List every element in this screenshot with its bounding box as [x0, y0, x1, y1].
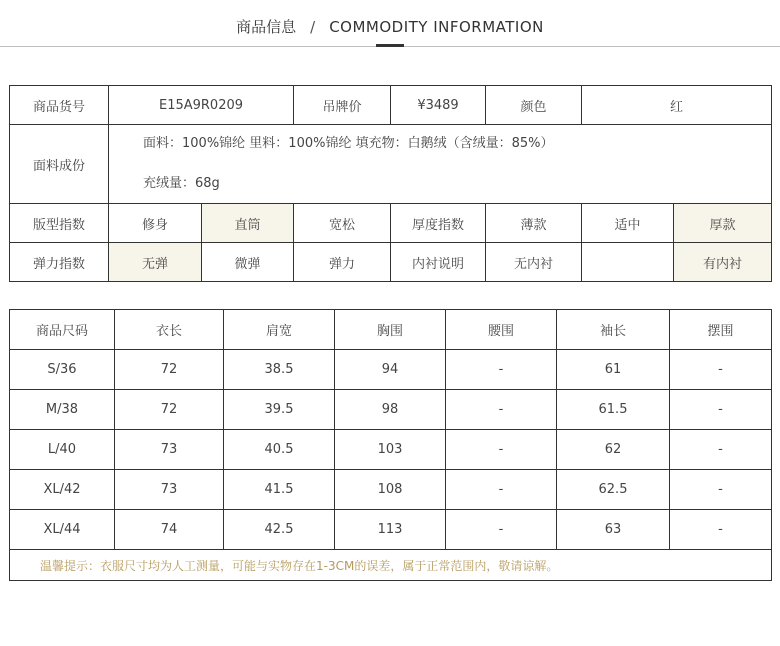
sleeve-cell: 61	[557, 350, 670, 390]
lining-option-selected: 有内衬	[674, 243, 772, 282]
header-hem: 摆围	[670, 310, 772, 350]
info-row-stretch	[10, 243, 772, 282]
section-title	[0, 16, 780, 37]
header-shoulder: 肩宽	[224, 310, 335, 350]
fit-option: 修身	[109, 204, 202, 243]
lining-option	[582, 243, 674, 282]
header-sleeve: 袖长	[557, 310, 670, 350]
chest-cell: 94	[335, 350, 446, 390]
chest-cell: 98	[335, 390, 446, 430]
fit-option: 宽松	[294, 204, 391, 243]
thickness-option: 适中	[582, 204, 674, 243]
thickness-option-selected: 厚款	[674, 204, 772, 243]
waist-cell: -	[446, 350, 557, 390]
shoulder-cell: 41.5	[224, 470, 335, 510]
fit-option-selected: 直筒	[202, 204, 294, 243]
hem-cell: -	[670, 350, 772, 390]
length-cell: 73	[115, 430, 224, 470]
size-cell: XL/44	[10, 510, 115, 550]
hem-cell: -	[670, 430, 772, 470]
product-info-table	[9, 85, 772, 282]
size-table-header	[10, 310, 772, 350]
header-chest: 胸围	[335, 310, 446, 350]
sleeve-cell: 63	[557, 510, 670, 550]
color-value: 红	[582, 86, 772, 125]
info-row-fit	[10, 204, 772, 243]
table-row	[10, 390, 772, 430]
lining-option: 无内衬	[486, 243, 582, 282]
length-cell: 74	[115, 510, 224, 550]
sleeve-cell: 62	[557, 430, 670, 470]
stretch-option-selected: 无弹	[109, 243, 202, 282]
fabric-content	[109, 125, 772, 204]
header-size: 商品尺码	[10, 310, 115, 350]
header-length: 衣长	[115, 310, 224, 350]
hem-cell: -	[670, 470, 772, 510]
chest-cell: 108	[335, 470, 446, 510]
size-cell: S/36	[10, 350, 115, 390]
down-fill-weight: 充绒量：68g	[143, 176, 220, 191]
fabric-label: 面料成份	[10, 125, 109, 204]
lining-label: 内衬说明	[391, 243, 486, 282]
stretch-option: 微弹	[202, 243, 294, 282]
hem-cell: -	[670, 390, 772, 430]
shoulder-cell: 42.5	[224, 510, 335, 550]
size-table	[9, 309, 772, 581]
size-note: 温馨提示：衣服尺寸均为人工测量，可能与实物存在1-3CM的误差，属于正常范围内，敬请谅解。	[10, 550, 772, 581]
table-row	[10, 430, 772, 470]
table-row	[10, 350, 772, 390]
length-cell: 72	[115, 390, 224, 430]
shoulder-cell: 39.5	[224, 390, 335, 430]
sleeve-cell: 62.5	[557, 470, 670, 510]
size-cell: L/40	[10, 430, 115, 470]
waist-cell: -	[446, 510, 557, 550]
title-separator: /	[310, 18, 316, 36]
table-row	[10, 470, 772, 510]
waist-cell: -	[446, 430, 557, 470]
header-waist: 腰围	[446, 310, 557, 350]
title-en: COMMODITY INFORMATION	[329, 18, 544, 36]
chest-cell: 103	[335, 430, 446, 470]
size-cell: M/38	[10, 390, 115, 430]
thickness-option: 薄款	[486, 204, 582, 243]
price-value: ¥3489	[391, 86, 486, 125]
info-row-fabric	[10, 125, 772, 204]
price-label: 吊牌价	[294, 86, 391, 125]
thickness-label: 厚度指数	[391, 204, 486, 243]
stretch-label: 弹力指数	[10, 243, 109, 282]
sku-label: 商品货号	[10, 86, 109, 125]
length-cell: 73	[115, 470, 224, 510]
fit-label: 版型指数	[10, 204, 109, 243]
section-header	[0, 0, 780, 50]
size-cell: XL/42	[10, 470, 115, 510]
length-cell: 72	[115, 350, 224, 390]
sku-value: E15A9R0209	[109, 86, 294, 125]
table-row	[10, 510, 772, 550]
stretch-option: 弹力	[294, 243, 391, 282]
color-label: 颜色	[486, 86, 582, 125]
shoulder-cell: 38.5	[224, 350, 335, 390]
sleeve-cell: 61.5	[557, 390, 670, 430]
waist-cell: -	[446, 470, 557, 510]
chest-cell: 113	[335, 510, 446, 550]
fabric-composition: 面料：100%锦纶 里料：100%锦纶 填充物：白鹅绒（含绒量：85%）	[143, 136, 554, 151]
title-cn: 商品信息	[236, 18, 297, 36]
header-accent-bar	[376, 44, 404, 47]
size-note-row	[10, 550, 772, 581]
shoulder-cell: 40.5	[224, 430, 335, 470]
info-row-sku	[10, 86, 772, 125]
hem-cell: -	[670, 510, 772, 550]
waist-cell: -	[446, 390, 557, 430]
